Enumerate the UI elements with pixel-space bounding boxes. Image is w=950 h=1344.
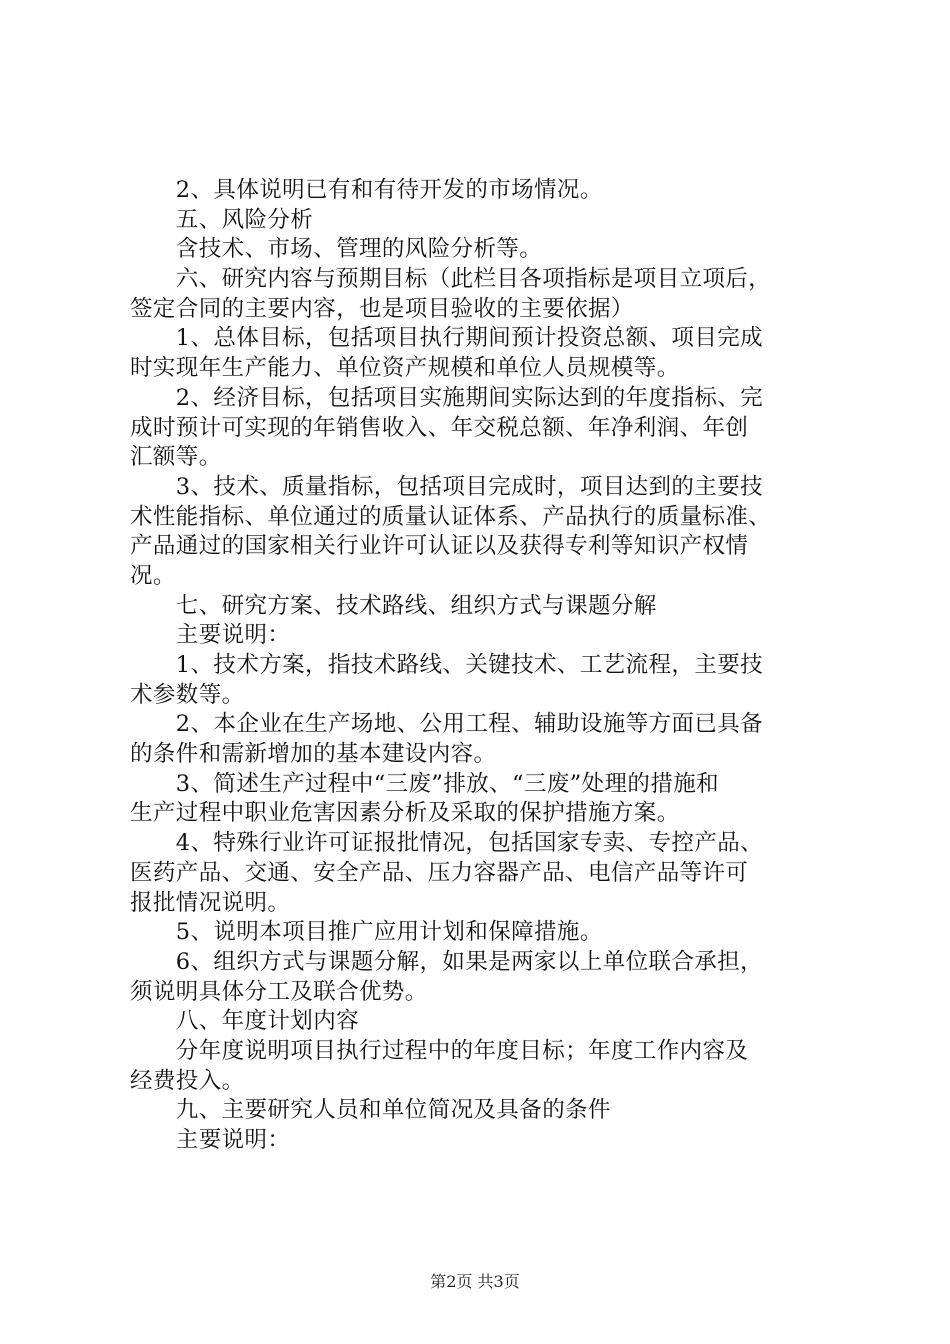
page-number-footer: 第2页 共3页 xyxy=(430,1272,520,1291)
text-line: 术参数等。 xyxy=(130,681,245,708)
text-line: 主要说明： xyxy=(130,622,291,649)
text-line: 的条件和需新增加的基本建设内容。 xyxy=(130,741,497,768)
text-line: 报批情况说明。 xyxy=(130,889,291,916)
text-line: 签定合同的主要内容，也是项目验收的主要依据） xyxy=(130,295,634,322)
text-line: 况。 xyxy=(130,562,176,589)
section-heading: 七、研究方案、技术路线、组织方式与课题分解 xyxy=(130,592,657,619)
text-line: 成时预计可实现的年销售收入、年交税总额、年净利润、年创 xyxy=(130,414,749,441)
section-heading: 八、年度计划内容 xyxy=(130,1008,360,1035)
text-line: 2、经济目标，包括项目实施期间实际达到的年度指标、完 xyxy=(130,384,764,411)
text-line: 1、总体目标，包括项目执行期间预计投资总额、项目完成 xyxy=(130,325,764,352)
text-line: 生产过程中职业危害因素分析及采取的保护措施方案。 xyxy=(130,800,680,827)
section-heading: 六、研究内容与预期目标（此栏目各项指标是项目立项后， xyxy=(130,266,772,293)
text-line: 3、技术、质量指标，包括项目完成时，项目达到的主要技 xyxy=(130,473,764,500)
text-line: 4、特殊行业许可证报批情况，包括国家专卖、专控产品、 xyxy=(130,830,764,857)
text-line: 术性能指标、单位通过的质量认证体系、产品执行的质量标准、 xyxy=(130,503,772,530)
text-line: 经费投入。 xyxy=(130,1067,245,1094)
text-line: 医药产品、交通、安全产品、压力容器产品、电信产品等许可 xyxy=(130,859,749,886)
text-line: 分年度说明项目执行过程中的年度目标；年度工作内容及 xyxy=(130,1037,749,1064)
text-line: 6、组织方式与课题分解，如果是两家以上单位联合承担， xyxy=(130,948,764,975)
text-line: 含技术、市场、管理的风险分析等。 xyxy=(130,236,543,263)
section-heading: 九、主要研究人员和单位简况及具备的条件 xyxy=(130,1097,611,1124)
text-line: 须说明具体分工及联合优势。 xyxy=(130,978,428,1005)
text-line: 2、具体说明已有和有待开发的市场情况。 xyxy=(130,177,603,203)
text-line: 产品通过的国家相关行业许可认证以及获得专利等知识产权情 xyxy=(130,533,749,560)
text-line: 2、本企业在生产场地、公用工程、辅助设施等方面已具备 xyxy=(130,711,764,738)
text-line: 5、说明本项目推广应用计划和保障措施。 xyxy=(130,919,603,946)
text-line: 主要说明： xyxy=(130,1127,291,1153)
section-heading: 五、风险分析 xyxy=(130,206,314,233)
document-body xyxy=(130,176,830,1156)
text-line: 汇额等。 xyxy=(130,444,222,471)
text-line: 1、技术方案，指技术路线、关键技术、工艺流程，主要技 xyxy=(130,652,764,678)
text-line: 时实现年生产能力、单位资产规模和单位人员规模等。 xyxy=(130,355,680,382)
text-line: 3、简述生产过程中“三废”排放、“三废”处理的措施和 xyxy=(130,770,720,797)
